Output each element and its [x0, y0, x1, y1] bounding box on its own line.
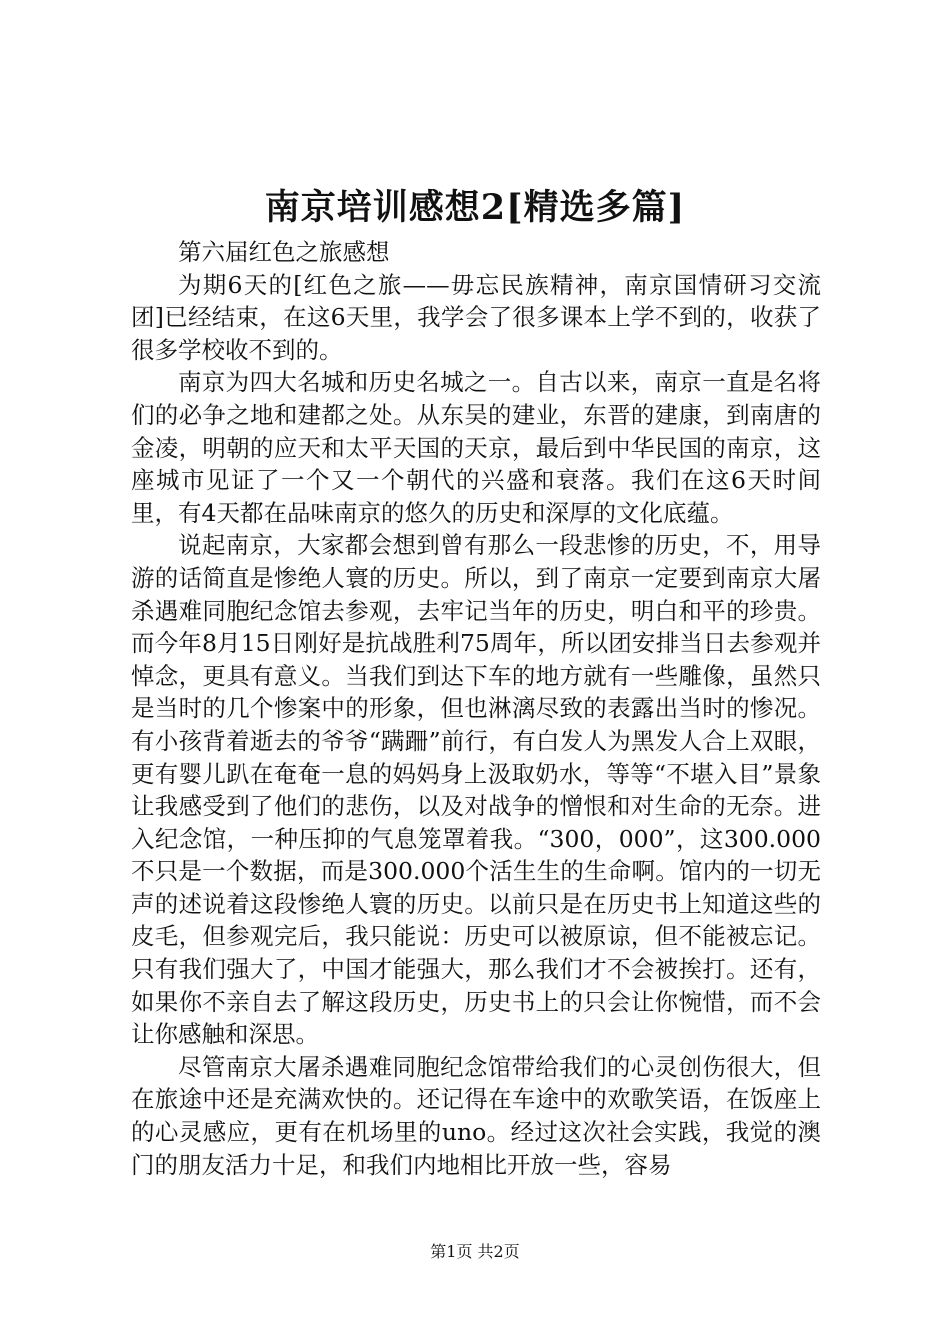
document-body: [131, 236, 821, 1181]
page-footer: 第1页 共2页: [430, 1242, 520, 1261]
paragraph: 为期6天的[红色之旅——毋忘民族精神，南京国情研习交流团]已经结束，在这6天里，我学会了很多课本上学不到的，收获了很多学校收不到的。: [131, 270, 821, 364]
section-heading: 第六届红色之旅感想: [178, 238, 390, 266]
paragraph: 说起南京，大家都会想到曾有那么一段悲惨的历史，不，用导游的话简直是惨绝人寰的历史。所以，到了南京一定要到南京大屠杀遇难同胞纪念馆去参观，去牢记当年的历史，明白和平的珍贵。而今年8月15日刚好是抗战胜利75周年，所以团安排当日去参观并悼念，更具有意义。当我们到达下车的地方就有一些雕像，虽然只是当时的几个惨案中的形象，但也淋漓尽致的表露出当时的惨况。有小孩背着逝去的爷爷“蹒跚”前行，有白发人为黑发人合上双眼，更有婴儿趴在奄奄一息的妈妈身上汲取奶水，等等“不堪入目”景象让我感受到了他们的悲伤，以及对战争的憎恨和对生命的无奈。进入纪念馆，一种压抑的气息笼罩着我。“300，000”，这300.000不只是一个数据，而是300.000个活生生的生命啊。馆内的一切无声的述说着这段惨绝人寰的历史。以前只是在历史书上知道这些的皮毛，但参观完后，我只能说：历史可以被原谅，但不能被忘记。只有我们强大了，中国才能强大，那么我们才不会被挨打。还有，如果你不亲自去了解这段历史，历史书上的只会让你惋惜，而不会让你感触和深思。: [131, 531, 821, 1049]
paragraph: 尽管南京大屠杀遇难同胞纪念馆带给我们的心灵创伤很大，但在旅途中还是充满欢快的。还记得在车途中的欢歌笑语，在饭座上的心灵感应，更有在机场里的uno。经过这次社会实践，我觉的澳门的朋友活力十足，和我们内地相比开放一些，容易: [131, 1052, 821, 1179]
document-title: 南京培训感想2[精选多篇]: [264, 187, 686, 228]
paragraph: 南京为四大名城和历史名城之一。自古以来，南京一直是名将们的必争之地和建都之处。从东吴的建业，东晋的建康，到南唐的金凌，明朝的应天和太平天国的天京，最后到中华民国的南京，这座城市见证了一个又一个朝代的兴盛和衰落。我们在这6天时间里，有4天都在品味南京的悠久的历史和深厚的文化底蕴。: [131, 368, 821, 527]
